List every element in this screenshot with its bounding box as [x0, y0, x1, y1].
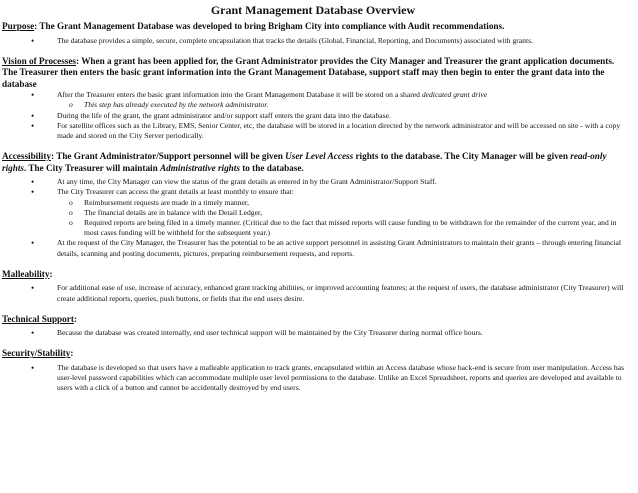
- list-item: • At any time, the City Manager can view the status of the grant details as entered in by the Grant Administrator/Support Staff.: [2, 177, 624, 187]
- purpose-text: : The Grant Management Database was developed to bring Brigham City into compliance with Audit recommendations.: [34, 21, 505, 31]
- list-item: • At the request of the City Manager, the Treasurer has the potential to be an active support personnel in assisting Grant Administrators to maintain their grants – through entering financial details, scanning and posting documents, pictures, preparing reimbursement requests, and reports.: [2, 238, 624, 258]
- dedicated-grant-drive-text: dedicated grant drive: [421, 90, 488, 100]
- list-item: • The City Treasurer can access the grant details at least monthly to ensure that: o Reimbursement requests are made in a timely manner, o The financial details are in balance with the Detail Ledger, o Required reports are being filed in a timely manner. (Critical due to the fact that missed reports will cause funding to be withdrawn for the remainder of the current year, and in most cases funding will be withheld for the subsequent year.): [2, 187, 624, 238]
- security-paragraph: Security/Stability:: [2, 348, 74, 359]
- list-item: • The database provides a simple, secure, complete encapsulation that tracks the details (Global, Financial, Reporting, and Documents) associated with grants.: [2, 36, 624, 46]
- technical-heading: Technical Support: [2, 313, 74, 324]
- vision-heading: Vision of Processes: [2, 55, 77, 66]
- security-list: [2, 363, 624, 394]
- malleability-paragraph: Malleability:: [2, 268, 53, 279]
- sub-list-item: o Required reports are being filed in a timely manner. (Critical due to the fact that missed reports will cause funding to be withdrawn for the remainder of the current year, and in most cases funding will be withheld for the subsequent year.): [57, 218, 624, 238]
- security-heading: Security/Stability: [2, 348, 71, 359]
- list-item: • The database is developed so that users have a malleable application to track grants, encapsulated within an Access database whose back-end is secure from user manipulation. Access has user-level password capabilities which can accommodate multiple user level permissions to the database. Unlike an Excel Spreadsheet, reports and queries are developed and available to users with a click of a button and cannot be accidentally destroyed by end users.: [2, 363, 624, 394]
- sub-list-item: o Reimbursement requests are made in a timely manner,: [57, 198, 624, 208]
- list-item: • For additional ease of use, increase of accuracy, enhanced grant tracking abilities, or improved accounting features; at the request of users, the database administrator (City Treasurer) will create additional reports, queries, push buttons, or fields that the end users desire.: [2, 283, 624, 303]
- purpose-list: [2, 36, 624, 46]
- purpose-heading: Purpose: [2, 21, 35, 31]
- list-item: • Because the database was created internally, end user technical support will be maintained by the City Treasurer during normal office hours.: [2, 328, 624, 338]
- vision-text: : When a grant has been applied for, the Grant Administrator provides the City Manager and Treasurer the grant application documents. The Treasurer then enters the basic grant information into the Grant Management Database, support staff may then begin to enter the grant data into the database: [2, 55, 615, 89]
- vision-list: [2, 90, 624, 141]
- technical-paragraph: Technical Support:: [2, 313, 77, 324]
- sub-list-item: o The financial details are in balance with the Detail Ledger,: [57, 208, 624, 218]
- sub-list-item: o This step has already executed by the network administrator.: [57, 100, 624, 110]
- accessibility-paragraph: Accessibility: The Grant Administrator/Support personnel will be given User Level Access rights to the database. The City Manager will be given read-only rights. The City Treasurer will maintain Administrative rights to the database.: [2, 151, 607, 173]
- accessibility-heading: Accessibility: [2, 151, 51, 162]
- list-item: • For satellite offices such as the Library, EMS, Senior Center, etc, the database will be stored in a location directed by the network administrator and will be accessed on site - with a copy made and stored on the City Server periodically.: [2, 121, 624, 141]
- vision-paragraph: [2, 56, 624, 91]
- malleability-list: [2, 283, 624, 303]
- list-item: • After the Treasurer enters the basic grant information into the Grant Management Database it will be stored on a shared dedicated grant drive o This step has already executed by the network administrator.: [2, 90, 624, 110]
- list-item: • During the life of the grant, the grant administrator and/or support staff enters the grant data into the database.: [2, 111, 624, 121]
- technical-list: [2, 328, 624, 338]
- accessibility-list: [2, 177, 624, 259]
- document-title: Grant Management Database Overview: [210, 3, 416, 17]
- purpose-paragraph: [2, 21, 624, 33]
- malleability-heading: Malleability: [2, 268, 50, 279]
